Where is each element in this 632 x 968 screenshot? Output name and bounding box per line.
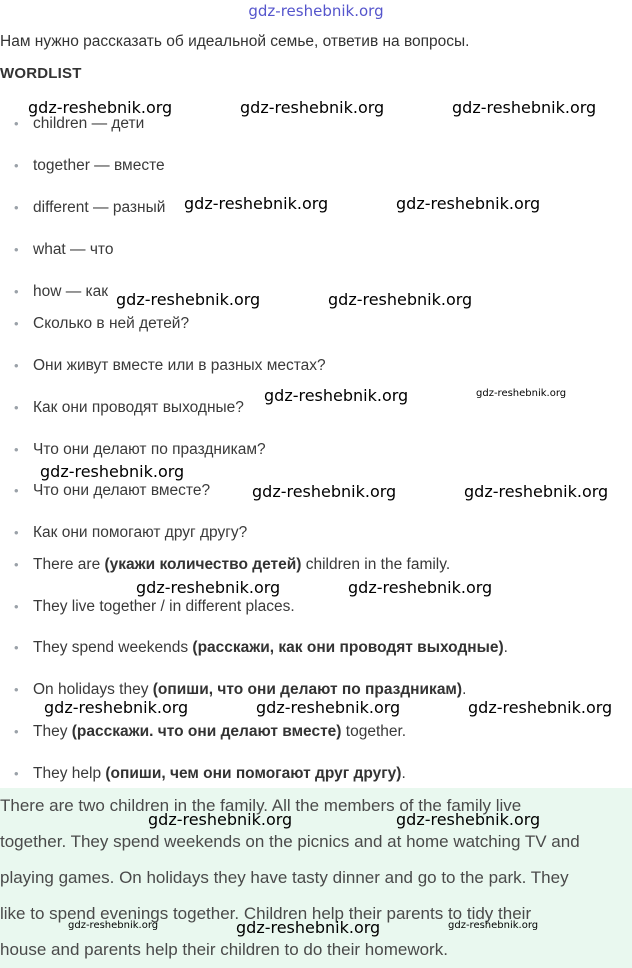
wordlist-item [14, 283, 108, 301]
watermark: gdz-reshebnik.org [240, 98, 385, 117]
watermark: gdz-reshebnik.org [236, 918, 381, 937]
question-item [14, 524, 247, 542]
bullet-icon: • [14, 483, 19, 498]
bullet-icon: • [14, 200, 19, 215]
question-text: Что они делают по праздникам? [33, 441, 266, 458]
template-hint: (укажи количество детей) [104, 556, 302, 573]
template-text: On holidays they [33, 681, 153, 698]
watermark: gdz-reshebnik.org [452, 98, 597, 117]
bullet-icon: • [14, 442, 19, 457]
bullet-icon: • [14, 599, 19, 614]
watermark: gdz-reshebnik.org [136, 578, 281, 597]
watermark: gdz-reshebnik.org [396, 810, 541, 829]
wordlist-item-text: different — разный [33, 199, 166, 216]
answer-line: playing games. On holidays they have tasty dinner and go to the park. They [0, 868, 569, 887]
template-text: They help [33, 765, 106, 782]
bullet-icon: • [14, 158, 19, 173]
template-item [14, 598, 295, 616]
question-text: Как они проводят выходные? [33, 399, 244, 416]
watermark: gdz-reshebnik.org [44, 698, 189, 717]
template-item [14, 639, 508, 657]
question-text: Сколько в ней детей? [33, 315, 190, 332]
watermark: gdz-reshebnik.org [464, 482, 609, 501]
bullet-icon: • [14, 242, 19, 257]
watermark: gdz-reshebnik.org [328, 290, 473, 309]
watermark: gdz-reshebnik.org [252, 482, 397, 501]
watermark: gdz-reshebnik.org [468, 698, 613, 717]
bullet-icon: • [14, 358, 19, 373]
wordlist-item-text: together — вместе [33, 157, 165, 174]
wordlist-item [14, 199, 165, 217]
template-text: They [33, 723, 72, 740]
template-text: There are [33, 556, 105, 573]
wordlist-item [14, 115, 144, 133]
watermark: gdz-reshebnik.org [264, 386, 409, 405]
template-item [14, 681, 466, 699]
question-text: Они живут вместе или в разных местах? [33, 357, 326, 374]
watermark: gdz-reshebnik.org [28, 98, 173, 117]
watermark: gdz-reshebnik.org [476, 388, 567, 399]
template-hint: (расскажи, как они проводят выходные) [192, 639, 504, 656]
wordlist-item-text: what — что [33, 241, 114, 258]
question-item [14, 357, 326, 375]
bullet-icon: • [14, 284, 19, 299]
watermark: gdz-reshebnik.org [448, 920, 539, 931]
bullet-icon: • [14, 525, 19, 540]
watermark: gdz-reshebnik.org [396, 194, 541, 213]
template-text-end: . [401, 765, 406, 782]
template-hint: (опиши, что они делают по праздникам) [152, 681, 463, 698]
template-text-end: . [503, 639, 508, 656]
watermark: gdz-reshebnik.org [68, 920, 159, 931]
template-item [14, 723, 406, 741]
template-hint: (опиши, чем они помогают друг другу) [105, 765, 402, 782]
wordlist-item-text: children — дети [33, 115, 145, 132]
intro-text: Нам нужно рассказать об идеальной семье, ответив на вопросы. [0, 33, 470, 50]
bullet-icon: • [14, 316, 19, 331]
question-text: Что они делают вместе? [33, 482, 211, 499]
template-text-end: . [462, 681, 467, 698]
watermark: gdz-reshebnik.org [148, 810, 293, 829]
bullet-icon: • [14, 724, 19, 739]
watermark: gdz-reshebnik.org [184, 194, 329, 213]
template-hint: (расскажи. что они делают вместе) [71, 723, 342, 740]
template-text-end: children in the family. [301, 556, 451, 573]
bullet-icon: • [14, 640, 19, 655]
bullet-icon: • [14, 682, 19, 697]
wordlist-item [14, 241, 113, 259]
bullet-icon: • [14, 116, 19, 131]
question-item [14, 315, 189, 333]
template-text: They live together / in different places. [33, 598, 295, 615]
wordlist-item [14, 157, 165, 175]
watermark: gdz-reshebnik.org [40, 462, 185, 481]
template-item [14, 765, 406, 783]
bullet-icon: • [14, 400, 19, 415]
answer-line: together. They spend weekends on the picnics and at home watching TV and [0, 832, 580, 851]
answer-line: house and parents help their children to do their homework. [0, 940, 448, 959]
question-text: Как они помогают друг другу? [33, 524, 248, 541]
answer-line: There are two children in the family. All the members of the family live [0, 796, 522, 815]
wordlist-title: WORDLIST [0, 65, 82, 82]
watermark: gdz-reshebnik.org [348, 578, 493, 597]
template-item [14, 556, 450, 574]
question-item [14, 399, 244, 417]
template-text: They spend weekends [33, 639, 193, 656]
watermark: gdz-reshebnik.org [116, 290, 261, 309]
bullet-icon: • [14, 766, 19, 781]
question-item [14, 441, 266, 459]
site-header-link[interactable]: gdz-reshebnik.org [248, 2, 384, 20]
wordlist-item-text: how — как [33, 283, 109, 300]
bullet-icon: • [14, 557, 19, 572]
watermark: gdz-reshebnik.org [256, 698, 401, 717]
template-text-end: together. [341, 723, 407, 740]
question-item [14, 482, 210, 500]
answer-line: like to spend evenings together. Children help their parents to tidy their [0, 904, 532, 923]
